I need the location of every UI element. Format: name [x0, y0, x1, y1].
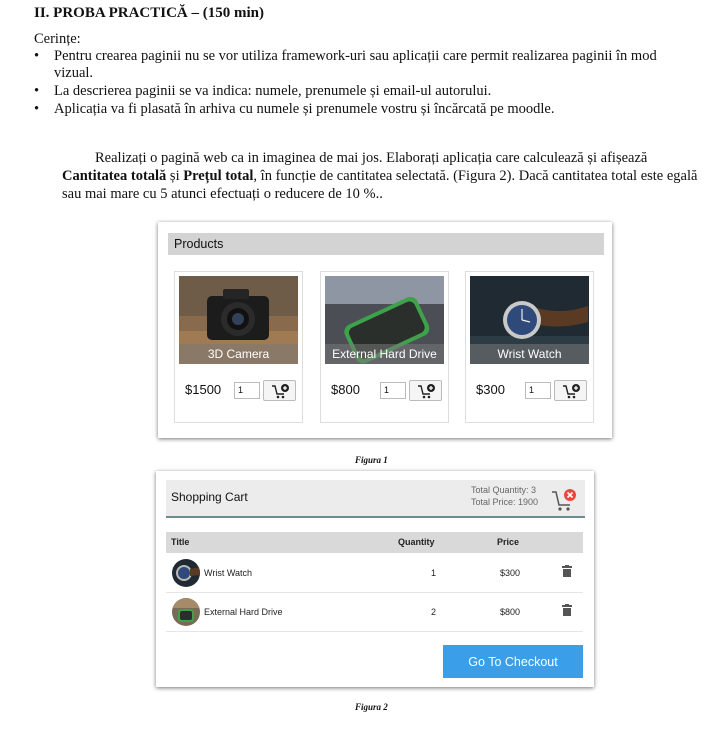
- product-price: $800: [331, 382, 360, 397]
- bullet-text: Pentru crearea paginii nu se vor utiliza framework-uri sau aplicații care permit realizarea paginii în mod vizual.: [54, 48, 657, 81]
- add-to-cart-button[interactable]: [409, 380, 442, 401]
- task-text: și: [166, 168, 184, 184]
- cart-table-header: [166, 532, 583, 553]
- item-title: Wrist Watch: [204, 568, 253, 578]
- requirements-label: Cerințe:: [34, 31, 81, 47]
- item-thumbnail: [172, 559, 200, 587]
- total-price: Total Price: 1900: [471, 497, 539, 507]
- item-thumbnail: [172, 598, 200, 626]
- table-row: [166, 554, 583, 593]
- task-paragraph: [62, 149, 702, 203]
- total-quantity: Total Quantity: 3: [471, 485, 537, 495]
- watch-image: [470, 276, 589, 364]
- item-title: External Hard Drive: [204, 607, 283, 617]
- products-header: Products: [168, 233, 604, 255]
- product-name: External Hard Drive: [325, 344, 444, 364]
- figure2-caption: Figura 2: [355, 702, 388, 712]
- cart-title: Shopping Cart: [171, 490, 248, 504]
- product-name: 3D Camera: [179, 344, 298, 364]
- quantity-input[interactable]: 1: [380, 382, 406, 399]
- table-row: [166, 593, 583, 632]
- add-to-cart-button[interactable]: [263, 380, 296, 401]
- requirements-list: [34, 48, 694, 119]
- product-card: [465, 271, 594, 423]
- bullet-item: • Pentru crearea paginii nu se vor utiliza framework-uri sau aplicații care permit realizarea paginii în mod vizual.: [34, 48, 657, 81]
- quantity-input[interactable]: 1: [234, 382, 260, 399]
- trash-icon[interactable]: [562, 565, 572, 579]
- cart-remove-icon[interactable]: [550, 486, 580, 517]
- add-to-cart-icon: [410, 381, 441, 400]
- bullet-text: Aplicația va fi plasată în arhiva cu numele și prenumele vostru și încărcată pe moodle.: [54, 101, 555, 117]
- add-to-cart-icon: [555, 381, 586, 400]
- shopping-cart-figure: [156, 471, 594, 687]
- item-price: $800: [500, 607, 521, 617]
- add-to-cart-icon: [264, 381, 295, 400]
- column-quantity: Quantity: [398, 537, 435, 547]
- checkout-button[interactable]: Go To Checkout: [443, 645, 583, 678]
- bullet-item: • Aplicația va fi plasată în arhiva cu numele și prenumele vostru și încărcată pe moodle.: [34, 101, 555, 117]
- item-price: $300: [500, 568, 521, 578]
- quantity-input[interactable]: 1: [525, 382, 551, 399]
- cart-totals: [471, 484, 538, 508]
- product-name: Wrist Watch: [470, 344, 589, 364]
- camera-image: [179, 276, 298, 364]
- product-price: $300: [476, 382, 505, 397]
- trash-icon[interactable]: [562, 604, 572, 618]
- column-price: Price: [497, 537, 520, 547]
- bullet-text: La descrierea paginii se va indica: numele, prenumele și email-ul autorului.: [54, 83, 492, 99]
- product-card: [320, 271, 449, 423]
- column-title: Title: [171, 537, 190, 547]
- item-quantity: 1: [431, 568, 437, 578]
- product-price: $1500: [185, 382, 222, 397]
- section-heading: II. PROBA PRACTICĂ – (150 min): [34, 5, 265, 21]
- add-to-cart-button[interactable]: [554, 380, 587, 401]
- cart-header: [166, 480, 585, 518]
- task-text: Realizați o pagină web ca in imaginea de mai jos. Elaborați aplicația care calculează și afișează: [95, 150, 648, 166]
- products-figure: [158, 222, 612, 438]
- product-card: [174, 271, 303, 423]
- hard-drive-image: [325, 276, 444, 364]
- figure1-caption: Figura 1: [355, 455, 388, 465]
- task-bold-price: Prețul total: [183, 168, 254, 184]
- item-quantity: 2: [431, 607, 437, 617]
- task-text: , în funcție de cantitatea selectată. (Figura 2). Dacă cantitatea total este egală sau mai mare cu 5 atunci efectuați o reducere de 10 %..: [62, 168, 698, 202]
- bullet-item: • La descrierea paginii se va indica: numele, prenumele și email-ul autorului.: [34, 83, 492, 99]
- task-bold-quantity: Cantitatea totală: [62, 168, 167, 184]
